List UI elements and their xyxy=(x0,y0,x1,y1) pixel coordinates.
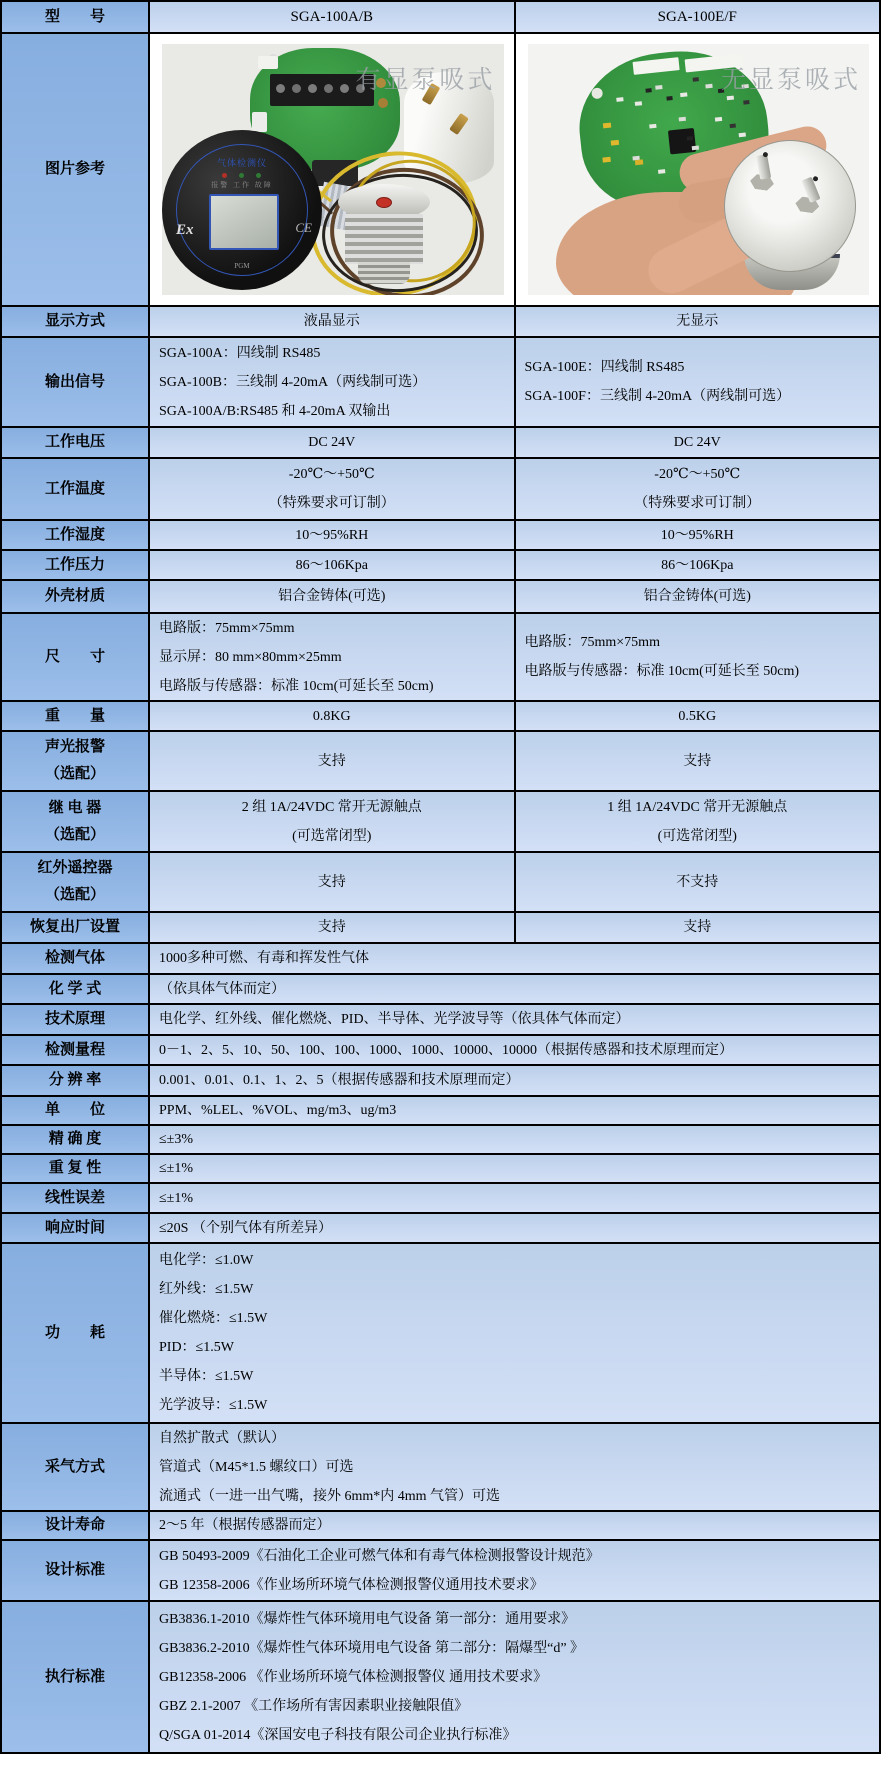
shell-b-value: 铝合金铸体(可选) xyxy=(643,589,751,604)
temperature-a-line1: -20℃～+50℃ xyxy=(288,467,375,482)
spec-row-linearity xyxy=(2,1184,879,1214)
nozzle-hole-1 xyxy=(762,152,768,158)
pressure-a-value: 86～106Kpa xyxy=(295,557,368,573)
sampling-line1: 自然扩散式（默认） xyxy=(159,1430,285,1446)
remote-a-value: 支持 xyxy=(317,874,346,890)
accuracy-value: ≤±3% xyxy=(159,1132,194,1147)
pressure-a xyxy=(150,551,514,579)
spec-row-alarm xyxy=(2,732,879,792)
row-label-exec-std: 执行标准 xyxy=(2,1602,150,1752)
temperature-b-line2: （特殊要求可订制） xyxy=(634,496,761,511)
photo-cell-a xyxy=(150,34,514,305)
row-label-reset: 恢复出厂设置 xyxy=(2,913,150,942)
spec-row-exec-std xyxy=(2,1602,879,1752)
brass-nozzle-2 xyxy=(449,113,469,135)
weight-b-value: 0.5KG xyxy=(678,708,717,724)
spec-row-response xyxy=(2,1214,879,1244)
spec-row-power xyxy=(2,1244,879,1424)
power-value-cell xyxy=(150,1244,879,1422)
row-label-range: 检测量程 xyxy=(2,1036,150,1064)
row-label-power: 功 耗 xyxy=(2,1244,150,1422)
photo-cell-b xyxy=(514,34,880,305)
linearity-value: ≤±1% xyxy=(159,1190,194,1206)
alarm-a-value: 支持 xyxy=(317,753,346,769)
header-row xyxy=(2,2,879,34)
spec-row-voltage xyxy=(2,428,879,459)
life-value: 2～5 年（根据传感器而定） xyxy=(159,1518,331,1533)
size-a-line2: 显示屏：80 mm×80mm×25mm xyxy=(159,649,342,665)
voltage-a xyxy=(150,428,514,457)
relay-b-line2: (可选常闭型) xyxy=(657,828,737,844)
alarm-b-value: 支持 xyxy=(683,753,712,769)
life-value-cell xyxy=(150,1512,879,1539)
device-title: 气体检测仪 xyxy=(216,158,267,168)
spec-row-repeatability xyxy=(2,1155,879,1184)
weight-a xyxy=(150,702,514,730)
spec-row-size xyxy=(2,614,879,702)
row-label-shell: 外壳材质 xyxy=(2,581,150,612)
display-a-value: 液晶显示 xyxy=(303,314,360,329)
spec-row-display xyxy=(2,307,879,338)
row-label-resolution: 分 辨 率 xyxy=(2,1066,150,1095)
pressure-b xyxy=(514,551,880,579)
led-labels: 报警 工作 故障 xyxy=(211,181,273,189)
unit-value-cell xyxy=(150,1097,879,1124)
smd-components-white xyxy=(616,97,623,102)
spec-row-resolution xyxy=(2,1066,879,1097)
size-a-line1: 电路版：75mm×75mm xyxy=(159,620,295,636)
size-b-line1: 电路版：75mm×75mm xyxy=(524,635,660,650)
power-line6: 光学波导：≤1.5W xyxy=(159,1398,268,1413)
design-std-value-cell xyxy=(150,1541,879,1600)
lcd-screen xyxy=(209,194,279,250)
photo-row-label: 图片参考 xyxy=(2,34,150,305)
unit-value: PPM、%LEL、%VOL、mg/m3、ug/m3 xyxy=(159,1103,397,1118)
response-value-cell xyxy=(150,1214,879,1242)
temperature-b-line1: -20℃～+50℃ xyxy=(654,467,741,482)
output-a-line3: SGA-100A/B:RS485 和 4-20mA 双输出 xyxy=(159,403,391,419)
linearity-value-cell xyxy=(150,1184,879,1212)
weight-b xyxy=(514,702,880,730)
product-photo-b xyxy=(528,44,870,295)
shell-a xyxy=(150,581,514,612)
alarm-label-line1: 声光报警 xyxy=(44,739,105,755)
temperature-a xyxy=(150,459,514,519)
relay-a xyxy=(150,792,514,851)
pgm-label: PGM xyxy=(234,262,250,270)
relay-b-line1: 1 组 1A/24VDC 常开无源触点 xyxy=(607,799,788,815)
exec-std-line3: GB12358-2006 《作业场所环境气体检测报警仪 通用技术要求》 xyxy=(159,1669,548,1685)
smd-components-yellow xyxy=(602,123,610,129)
row-label-output: 输出信号 xyxy=(2,338,150,426)
spec-row-pressure xyxy=(2,551,879,581)
relay-label-line2: （选配） xyxy=(44,826,105,843)
spec-row-weight xyxy=(2,702,879,732)
nozzle-hole-2 xyxy=(812,176,818,182)
principle-value-cell xyxy=(150,1005,879,1034)
voltage-a-value: DC 24V xyxy=(308,435,356,450)
sensor-fins xyxy=(345,214,423,264)
watermark-b: 无显泵吸式 xyxy=(720,67,861,94)
sensor-red-dot xyxy=(376,197,392,208)
row-label-remote xyxy=(2,853,150,911)
temperature-b xyxy=(514,459,880,519)
row-label-size: 尺 寸 xyxy=(2,614,150,700)
spec-row-relay xyxy=(2,792,879,853)
principle-value: 电化学、红外线、催化燃烧、PID、半导体、光学波导等（依具体气体而定） xyxy=(159,1012,630,1027)
sensor-head xyxy=(338,184,430,288)
spec-row-range xyxy=(2,1036,879,1066)
sampling-line3: 流通式（一进一出气嘴，接外 6mm*内 4mm 气管）可选 xyxy=(159,1488,501,1504)
output-a-line1: SGA-100A：四线制 RS485 xyxy=(159,345,321,361)
exec-std-line1: GB3836.1-2010《爆炸性气体环境用电气设备 第一部分：通用要求》 xyxy=(159,1611,576,1627)
size-a-line3: 电路版与传感器：标准 10cm(可延长至 50cm) xyxy=(159,678,434,694)
output-b-line2: SGA-100F：三线制 4-20mA（两线制可选） xyxy=(524,389,791,404)
ce-mark: CE xyxy=(295,220,312,235)
pcb-small-hole xyxy=(591,87,603,99)
row-label-display: 显示方式 xyxy=(2,307,150,336)
row-label-weight: 重 量 xyxy=(2,702,150,730)
power-line3: 催化燃烧：≤1.5W xyxy=(159,1311,268,1326)
product-photo-a xyxy=(162,44,504,295)
row-label-sampling: 采气方式 xyxy=(2,1424,150,1510)
voltage-b-value: DC 24V xyxy=(673,435,721,450)
humidity-b xyxy=(514,521,880,549)
output-b-line1: SGA-100E：四线制 RS485 xyxy=(524,360,685,375)
spec-row-sampling xyxy=(2,1424,879,1512)
power-line4: PID：≤1.5W xyxy=(159,1340,234,1355)
spec-row-formula xyxy=(2,975,879,1005)
display-b-value: 无显示 xyxy=(676,314,719,329)
row-label-response: 响应时间 xyxy=(2,1214,150,1242)
relay-a-line2: (可选常闭型) xyxy=(292,828,372,844)
row-label-relay xyxy=(2,792,150,851)
remote-label-line2: （选配） xyxy=(44,887,105,903)
voltage-b xyxy=(514,428,880,457)
row-label-design-std: 设计标准 xyxy=(2,1541,150,1600)
size-a xyxy=(150,614,514,700)
relay-label-line1: 继 电 器 xyxy=(48,799,102,816)
spec-row-unit xyxy=(2,1097,879,1126)
row-label-voltage: 工作电压 xyxy=(2,428,150,457)
output-a-line2: SGA-100B：三线制 4-20mA（两线制可选） xyxy=(159,374,427,390)
shell-a-value: 铝合金铸体(可选) xyxy=(278,589,386,604)
terminal-screws xyxy=(276,84,285,93)
spec-row-temperature xyxy=(2,459,879,521)
spec-row-shell xyxy=(2,581,879,614)
photo-row xyxy=(2,34,879,307)
exec-std-value-cell xyxy=(150,1602,879,1752)
output-a xyxy=(150,338,514,426)
size-b-line2: 电路版与传感器：标准 10cm(可延长至 50cm) xyxy=(524,664,800,679)
repeatability-value: ≤±1% xyxy=(159,1161,194,1176)
spec-row-humidity xyxy=(2,521,879,551)
power-line1: 电化学：≤1.0W xyxy=(159,1253,254,1268)
humidity-b-value: 10～95%RH xyxy=(660,527,734,543)
row-label-life: 设计寿命 xyxy=(2,1512,150,1539)
reset-a xyxy=(150,913,514,942)
gases-value: 1000多种可燃、有毒和挥发性气体 xyxy=(159,951,369,966)
row-label-formula: 化 学 式 xyxy=(2,975,150,1003)
spec-row-principle xyxy=(2,1005,879,1036)
row-label-alarm xyxy=(2,732,150,790)
spec-row-reset xyxy=(2,913,879,944)
humidity-a xyxy=(150,521,514,549)
row-label-linearity: 线性误差 xyxy=(2,1184,150,1212)
row-label-accuracy: 精 确 度 xyxy=(2,1126,150,1153)
model-a-name: SGA-100A/B xyxy=(290,8,373,25)
relay-b xyxy=(514,792,880,851)
smd-components-dark xyxy=(645,88,651,93)
model-b-name: SGA-100E/F xyxy=(657,8,737,25)
exec-std-line4: GBZ 2.1-2007 《工作场所有害因素职业接触限值》 xyxy=(159,1698,469,1714)
pressure-b-value: 86～106Kpa xyxy=(661,557,734,573)
power-line2: 红外线：≤1.5W xyxy=(159,1282,254,1297)
row-label-temperature: 工作温度 xyxy=(2,459,150,519)
spec-row-life xyxy=(2,1512,879,1541)
spec-row-gases xyxy=(2,944,879,975)
spec-row-design-std xyxy=(2,1541,879,1602)
relay-a-line1: 2 组 1A/24VDC 常开无源触点 xyxy=(241,799,422,815)
remote-b xyxy=(514,853,880,911)
header-model-label: 型 号 xyxy=(2,2,150,32)
accuracy-value-cell xyxy=(150,1126,879,1153)
design-std-line2: GB 12358-2006《作业场所环境气体检测报警仪通用技术要求》 xyxy=(159,1577,544,1593)
exec-std-line5: Q/SGA 01-2014《深国安电子科技有限公司企业执行标准》 xyxy=(159,1727,517,1743)
power-line5: 半导体：≤1.5W xyxy=(159,1369,254,1384)
row-label-gases: 检测气体 xyxy=(2,944,150,973)
resolution-value-cell xyxy=(150,1066,879,1095)
display-a xyxy=(150,307,514,336)
resolution-value: 0.001、0.01、0.1、1、2、5（根据传感器和技术原理而定） xyxy=(159,1073,520,1088)
row-label-pressure: 工作压力 xyxy=(2,551,150,579)
sensor-thread xyxy=(358,262,410,284)
reset-b xyxy=(514,913,880,942)
pcb-chip xyxy=(667,128,695,155)
watermark-a: 有显泵吸式 xyxy=(355,67,496,94)
gas-detector-face xyxy=(162,130,322,290)
alarm-label-line2: （选配） xyxy=(44,766,105,782)
range-value: 0－1、2、5、10、50、100、100、1000、1000、10000、10000（根据传感器和技术原理而定） xyxy=(159,1042,733,1058)
gases-value-cell xyxy=(150,944,879,973)
header-model-a xyxy=(150,2,514,32)
row-label-unit: 单 位 xyxy=(2,1097,150,1124)
ex-mark: Ex xyxy=(176,222,194,238)
spec-row-accuracy xyxy=(2,1126,879,1155)
sampling-line2: 管道式（M45*1.5 螺纹口）可选 xyxy=(159,1459,354,1475)
response-value: ≤20S （个别气体有所差异） xyxy=(159,1220,332,1236)
row-label-repeatability: 重 复 性 xyxy=(2,1155,150,1182)
output-b xyxy=(514,338,880,426)
design-std-line1: GB 50493-2009《石油化工企业可燃气体和有毒气体检测报警设计规范》 xyxy=(159,1548,600,1564)
sampling-value-cell xyxy=(150,1424,879,1510)
humidity-a-value: 10～95%RH xyxy=(295,527,369,543)
shell-b xyxy=(514,581,880,612)
remote-a xyxy=(150,853,514,911)
remote-label-line1: 红外遥控器 xyxy=(37,860,113,876)
white-connector-2 xyxy=(252,112,267,132)
temperature-a-line2: （特殊要求可订制） xyxy=(268,496,395,511)
status-leds xyxy=(222,173,227,178)
row-label-principle: 技术原理 xyxy=(2,1005,150,1034)
pcb-label-strip-1 xyxy=(632,57,679,75)
repeatability-value-cell xyxy=(150,1155,879,1182)
spec-row-remote xyxy=(2,853,879,913)
reset-a-value: 支持 xyxy=(317,920,346,935)
alarm-b xyxy=(514,732,880,790)
reset-b-value: 支持 xyxy=(683,920,712,935)
formula-value: （依具体气体而定） xyxy=(159,981,285,997)
display-b xyxy=(514,307,880,336)
size-b xyxy=(514,614,880,700)
white-connector xyxy=(258,56,278,69)
row-label-humidity: 工作湿度 xyxy=(2,521,150,549)
exec-std-line2: GB3836.2-2010《爆炸性气体环境用电气设备 第二部分：隔爆型“d” 》 xyxy=(159,1640,585,1656)
remote-b-value: 不支持 xyxy=(676,874,719,890)
formula-value-cell xyxy=(150,975,879,1003)
alarm-a xyxy=(150,732,514,790)
range-value-cell xyxy=(150,1036,879,1064)
spec-row-output xyxy=(2,338,879,428)
weight-a-value: 0.8KG xyxy=(312,708,351,724)
header-model-b xyxy=(514,2,880,32)
